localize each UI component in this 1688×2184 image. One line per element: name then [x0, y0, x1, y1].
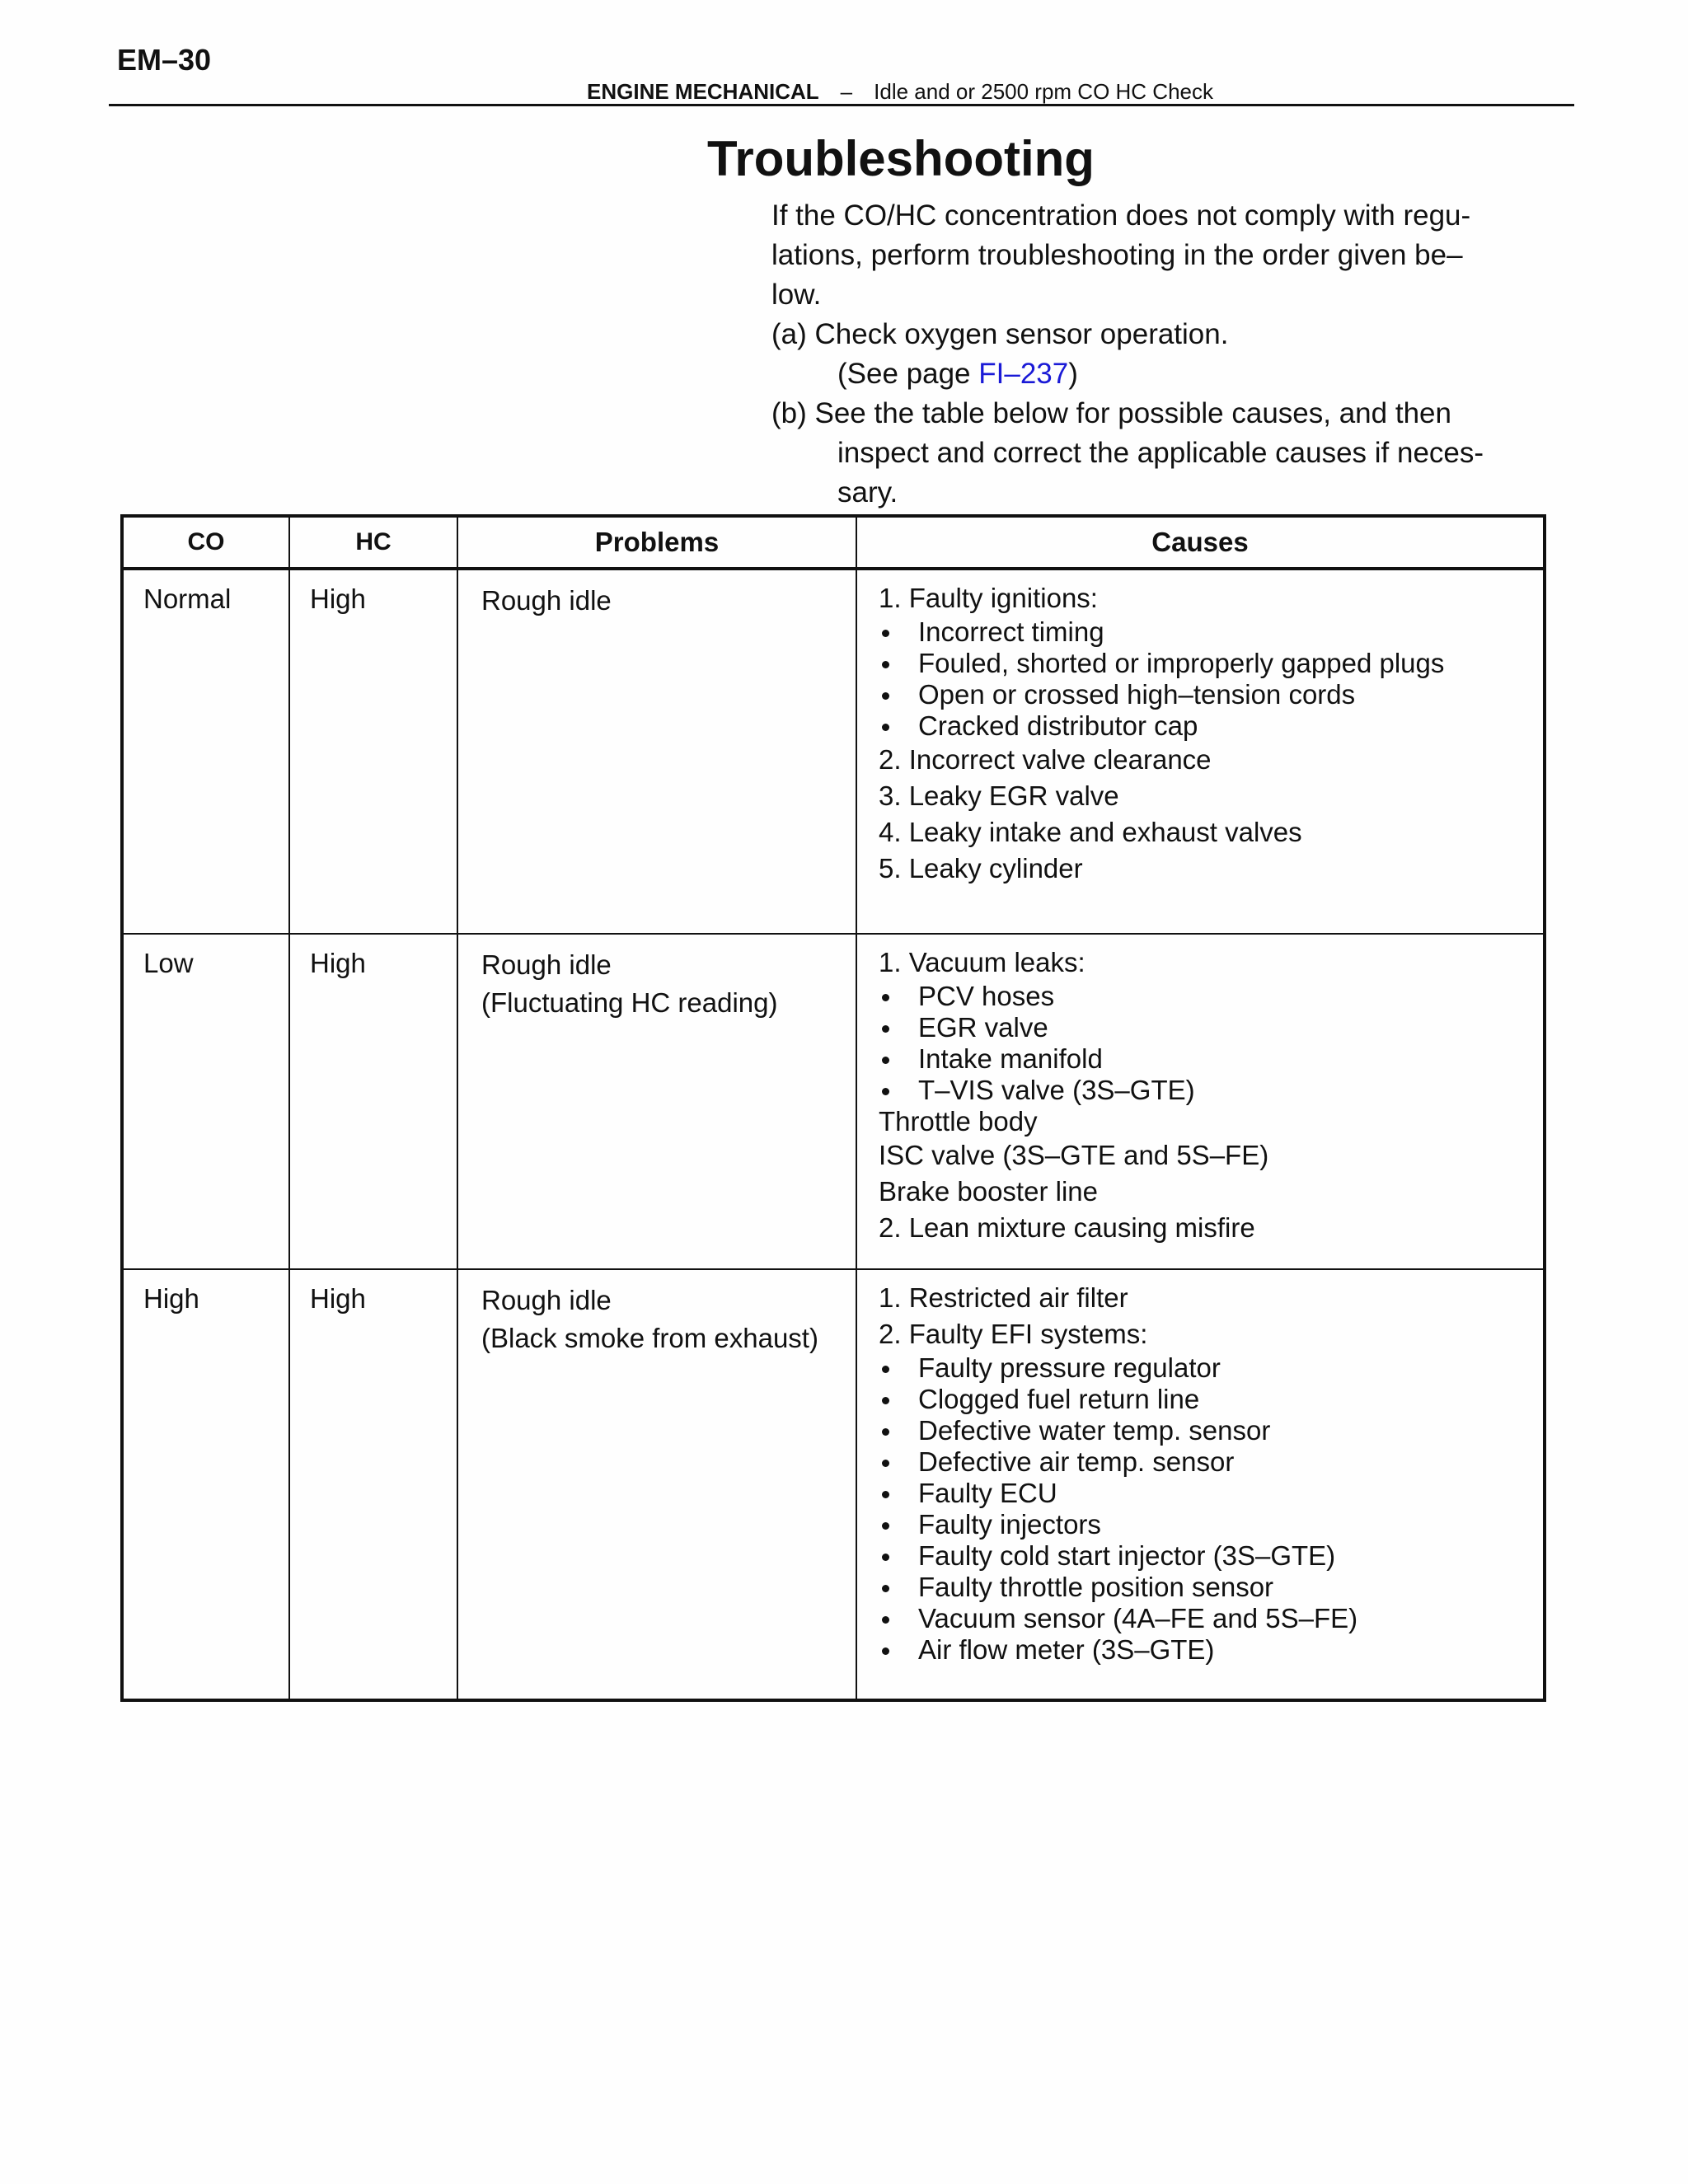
intro-line: low. — [771, 279, 822, 311]
cause-bullet-item: Open or crossed high–tension cords — [879, 679, 1522, 710]
cause-item: 5. Leaky cylinder — [879, 853, 1083, 883]
cell-problems — [457, 1269, 856, 1700]
cause-bullet-item: Defective water temp. sensor — [879, 1415, 1522, 1446]
cause-item: 2. Incorrect valve clearance — [879, 744, 1212, 775]
cause-bullet-item: Incorrect timing — [879, 616, 1522, 648]
intro-line: If the CO/HC concentration does not comply with regu- — [771, 199, 1471, 232]
cause-bullet-item: Faulty cold start injector (3S–GTE) — [879, 1540, 1522, 1572]
cell-hc: High — [289, 934, 457, 1269]
step-b-line: (b) See the table below for possible causes, and then — [771, 397, 1451, 429]
page-reference-link[interactable]: FI–237 — [978, 358, 1069, 390]
cause-bullet-item: Air flow meter (3S–GTE) — [879, 1634, 1522, 1666]
cell-co: Low — [122, 934, 289, 1269]
cause-item: Brake booster line — [879, 1176, 1098, 1207]
step-a-reference — [771, 354, 1546, 394]
running-header — [587, 79, 1213, 105]
table-row — [122, 1269, 1545, 1700]
cause-bullet-item: EGR valve — [879, 1012, 1522, 1043]
step-a: (a) Check oxygen sensor operation. — [771, 318, 1229, 350]
page-title: Troubleshooting — [707, 131, 1095, 186]
cause-item: 2. Faulty EFI systems: — [879, 1319, 1148, 1349]
cause-bullet-item: Faulty pressure regulator — [879, 1352, 1522, 1384]
table-header-row — [122, 516, 1545, 569]
cause-bullet-item: Faulty ECU — [879, 1478, 1522, 1509]
header-rule — [109, 104, 1574, 106]
header-subsection: Idle and or 2500 rpm CO HC Check — [874, 79, 1213, 104]
column-header-hc: HC — [289, 516, 457, 569]
table-body — [122, 569, 1545, 1700]
cause-item: 1. Faulty ignitions: — [879, 583, 1098, 613]
table-row — [122, 934, 1545, 1269]
header-section: ENGINE MECHANICAL — [587, 79, 819, 104]
column-header-co: CO — [122, 516, 289, 569]
cause-bullet-item: PCV hoses — [879, 981, 1522, 1012]
column-header-causes: Causes — [856, 516, 1545, 569]
cause-bullet-item: Faulty injectors — [879, 1509, 1522, 1540]
cause-bullet-item: Fouled, shorted or improperly gapped plugs — [879, 648, 1522, 679]
cell-causes — [856, 1269, 1545, 1700]
cell-co: Normal — [122, 569, 289, 934]
page-number: EM–30 — [117, 43, 212, 77]
cause-bullet-item: Vacuum sensor (4A–FE and 5S–FE) — [879, 1603, 1522, 1634]
troubleshooting-table — [120, 514, 1546, 1702]
problem-line: (Black smoke from exhaust) — [481, 1323, 818, 1353]
cause-item: 1. Restricted air filter — [879, 1282, 1128, 1313]
cause-bullet-item: Faulty throttle position sensor — [879, 1572, 1522, 1603]
step-b-line: sary. — [837, 476, 898, 509]
cell-causes — [856, 569, 1545, 934]
step-b-line: inspect and correct the applicable causes if neces- — [837, 437, 1484, 469]
reference-prefix: (See page — [837, 358, 979, 390]
cell-hc: High — [289, 569, 457, 934]
cell-problems — [457, 569, 856, 934]
cause-item: Throttle body — [879, 1106, 1038, 1137]
cause-bullet-item: Cracked distributor cap — [879, 710, 1522, 742]
problem-line: Rough idle — [481, 1285, 612, 1315]
problem-line: Rough idle — [481, 585, 612, 616]
cell-hc: High — [289, 1269, 457, 1700]
table-row — [122, 569, 1545, 934]
cell-problems — [457, 934, 856, 1269]
cause-item: 2. Lean mixture causing misfire — [879, 1212, 1255, 1243]
cell-co: High — [122, 1269, 289, 1700]
intro-line: lations, perform troubleshooting in the order given be– — [771, 239, 1463, 271]
cause-item: 1. Vacuum leaks: — [879, 947, 1085, 977]
problem-line: Rough idle — [481, 949, 612, 980]
intro-text — [771, 196, 1546, 513]
cause-bullet-item: T–VIS valve (3S–GTE) — [879, 1075, 1522, 1106]
problem-line: (Fluctuating HC reading) — [481, 987, 778, 1018]
cause-item: 4. Leaky intake and exhaust valves — [879, 817, 1302, 847]
cause-item: 3. Leaky EGR valve — [879, 780, 1119, 811]
column-header-problems: Problems — [457, 516, 856, 569]
cause-bullet-item: Defective air temp. sensor — [879, 1446, 1522, 1478]
cell-causes — [856, 934, 1545, 1269]
header-separator: – — [840, 79, 853, 104]
cause-bullet-item: Clogged fuel return line — [879, 1384, 1522, 1415]
cause-item: ISC valve (3S–GTE and 5S–FE) — [879, 1140, 1269, 1170]
cause-bullet-item: Intake manifold — [879, 1043, 1522, 1075]
reference-suffix: ) — [1068, 358, 1078, 390]
